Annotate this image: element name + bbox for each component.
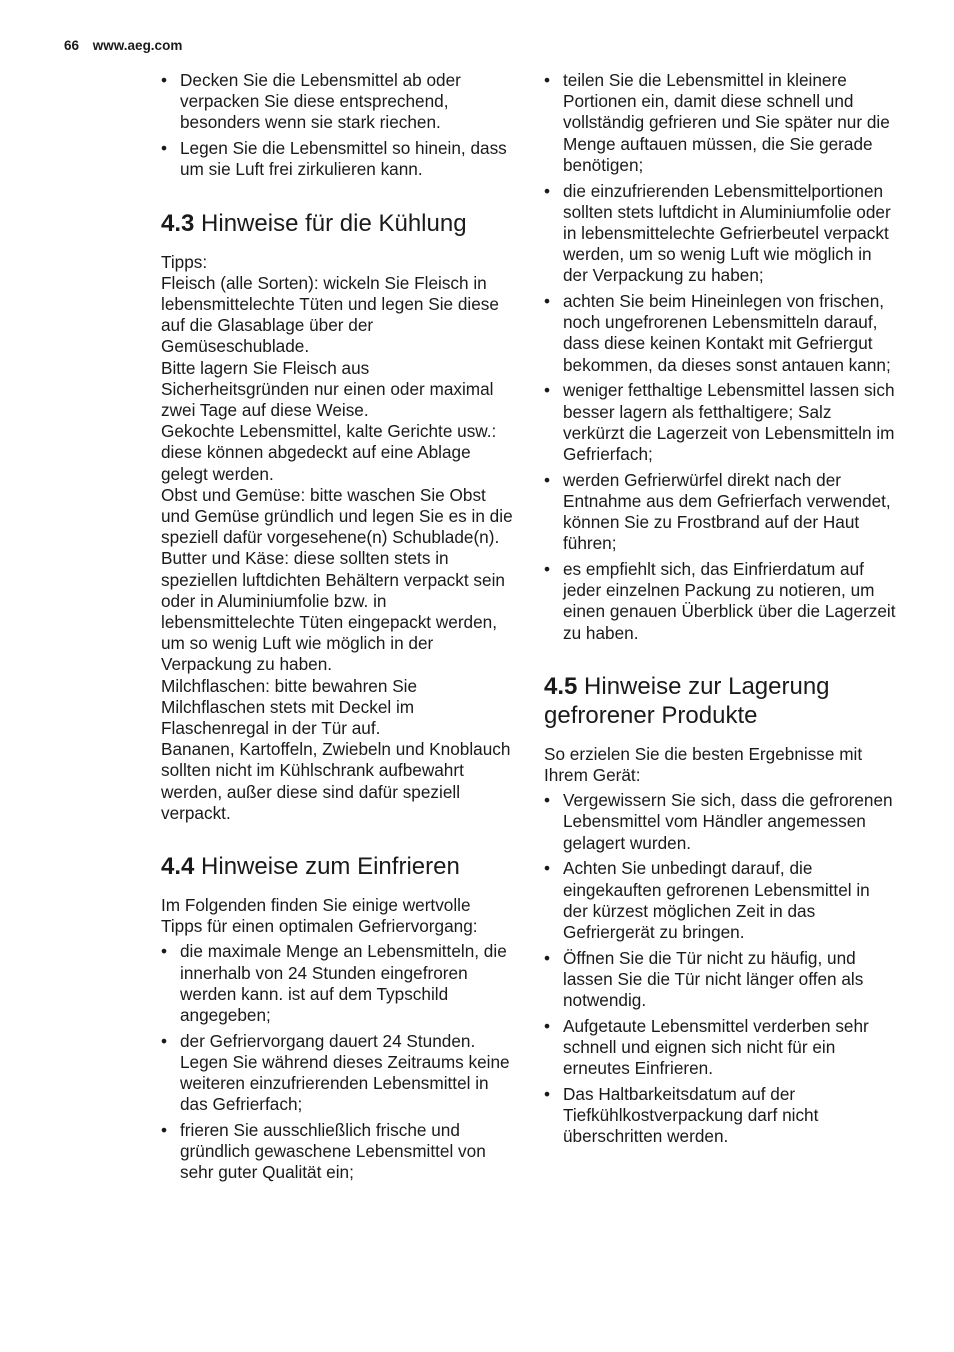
list-item: • achten Sie beim Hineinlegen von frischen, noch ungefrorenen Lebensmitteln darauf, dass diese keinen Kontakt mit Gefriergut bekommen, da dieses sonst antauen kann; [544, 291, 896, 376]
section-number: 4.3 [161, 209, 195, 237]
section-heading-4-5 [544, 672, 896, 730]
section-title: Hinweise zum Einfrieren [201, 853, 460, 880]
cooling-tips-text: Tipps: Fleisch (alle Sorten): wickeln Sie Fleisch in lebensmittelechte Tüten und legen Sie diese auf die Glasablage über der Gemüseschublade. Bitte lagern Sie Fleisch aus Sicherheitsgründen nur einen oder maximal zwei Tage auf diese Weise. Gekochte Lebensmittel, kalte Gerichte usw.: diese können abgedeckt auf eine Ablage gelegt werden. Obst und Gemüse: bitte waschen Sie Obst und Gemüse gründlich und legen Sie es in die speziell dafür vorgesehene(n) Schublade(n). Butter und Käse: diese sollten stets in speziellen luftdichten Behältern verpackt sein oder in Aluminiumfolie bzw. in lebensmittelechte Tüten eingepackt werden, um so wenig Luft wie möglich in der Verpackung zu haben. Milchflaschen: bitte bewahren Sie Milchflaschen stets mit Deckel im Flaschenregal in der Tür auf. Bananen, Kartoffeln, Zwiebeln und Knoblauch sollten nicht im Kühlschrank aufbewahrt werden, außer diese sind dafür speziell verpackt. [161, 251, 513, 823]
left-column [161, 70, 513, 1188]
freezing-list [161, 941, 513, 1183]
list-item: • Achten Sie unbedingt darauf, die eingekauften gefrorenen Lebensmittel in der kürzest möglichen Zeit in das Gefriergerät zu bringen. [544, 858, 896, 943]
list-item: • werden Gefrierwürfel direkt nach der Entnahme aus dem Gefrierfach verwendet, können Sie zu Frostbrand auf der Haut führen; [544, 470, 896, 555]
list-item: • Decken Sie die Lebensmittel ab oder verpacken Sie diese entsprechend, besonders wenn sie stark riechen. [161, 70, 513, 134]
list-item: • Öffnen Sie die Tür nicht zu häufig, und lassen Sie die Tür nicht länger offen als notwendig. [544, 948, 896, 1012]
freezing-list-continued [544, 70, 896, 644]
section-heading-4-4 [161, 852, 513, 881]
freezing-intro: Im Folgenden finden Sie einige wertvolle Tipps für einen optimalen Gefriervorgang: [161, 895, 478, 937]
section-number: 4.4 [161, 853, 195, 880]
section-number: 4.5 [544, 672, 578, 700]
section-title: Hinweise für die Kühlung [201, 209, 467, 237]
list-item: • die maximale Menge an Lebensmitteln, die innerhalb von 24 Stunden eingefroren werden kann. ist auf dem Typschild angegeben; [161, 941, 513, 1026]
list-item: • Vergewissern Sie sich, dass die gefrorenen Lebensmittel vom Händler angemessen gelagert wurden. [544, 790, 896, 854]
section-heading-4-3 [161, 209, 513, 238]
list-item: • Das Haltbarkeitsdatum auf der Tiefkühlkostverpackung darf nicht überschritten werden. [544, 1084, 896, 1148]
list-item: • es empfiehlt sich, das Einfrierdatum auf jeder einzelnen Packung zu notieren, um einen genauen Überblick über die Lagerzeit zu haben. [544, 559, 896, 644]
intro-list [161, 70, 513, 181]
list-item: • Legen Sie die Lebensmittel so hinein, dass um sie Luft frei zirkulieren kann. [161, 138, 513, 180]
page-number: 66 [64, 38, 80, 53]
list-item: • weniger fetthaltige Lebensmittel lassen sich besser lagern als fetthaltigere; Salz verkürzt die Lagerzeit von Lebensmitteln im Gefrierfach; [544, 380, 896, 465]
list-item: • frieren Sie ausschließlich frische und gründlich gewaschene Lebensmittel von sehr guter Qualität ein; [161, 1120, 513, 1184]
storage-list [544, 790, 896, 1147]
list-item: • der Gefriervorgang dauert 24 Stunden. Legen Sie während dieses Zeitraums keine weiteren einzufrierenden Lebensmittel in das Gefrierfach; [161, 1031, 513, 1116]
list-item: • die einzufrierenden Lebensmittelportionen sollten stets luftdicht in Aluminiumfolie oder in lebensmittelechte Gefrierbeutel verpackt werden, um so wenig Luft wie möglich in der Verpackung zu haben; [544, 181, 896, 287]
storage-intro: So erzielen Sie die besten Ergebnisse mit Ihrem Gerät: [544, 743, 863, 785]
website-link[interactable]: www.aeg.com [92, 38, 183, 53]
right-column [544, 70, 896, 1152]
section-title: Hinweise zur Lagerung gefrorener Produkte [544, 672, 830, 729]
list-item: • teilen Sie die Lebensmittel in kleinere Portionen ein, damit diese schnell und vollständig gefrieren und Sie später nur die Menge auftauen müssen, die Sie gerade benötigen; [544, 70, 896, 176]
list-item: • Aufgetaute Lebensmittel verderben sehr schnell und eignen sich nicht für ein erneutes Einfrieren. [544, 1016, 896, 1080]
page-header [64, 38, 182, 53]
